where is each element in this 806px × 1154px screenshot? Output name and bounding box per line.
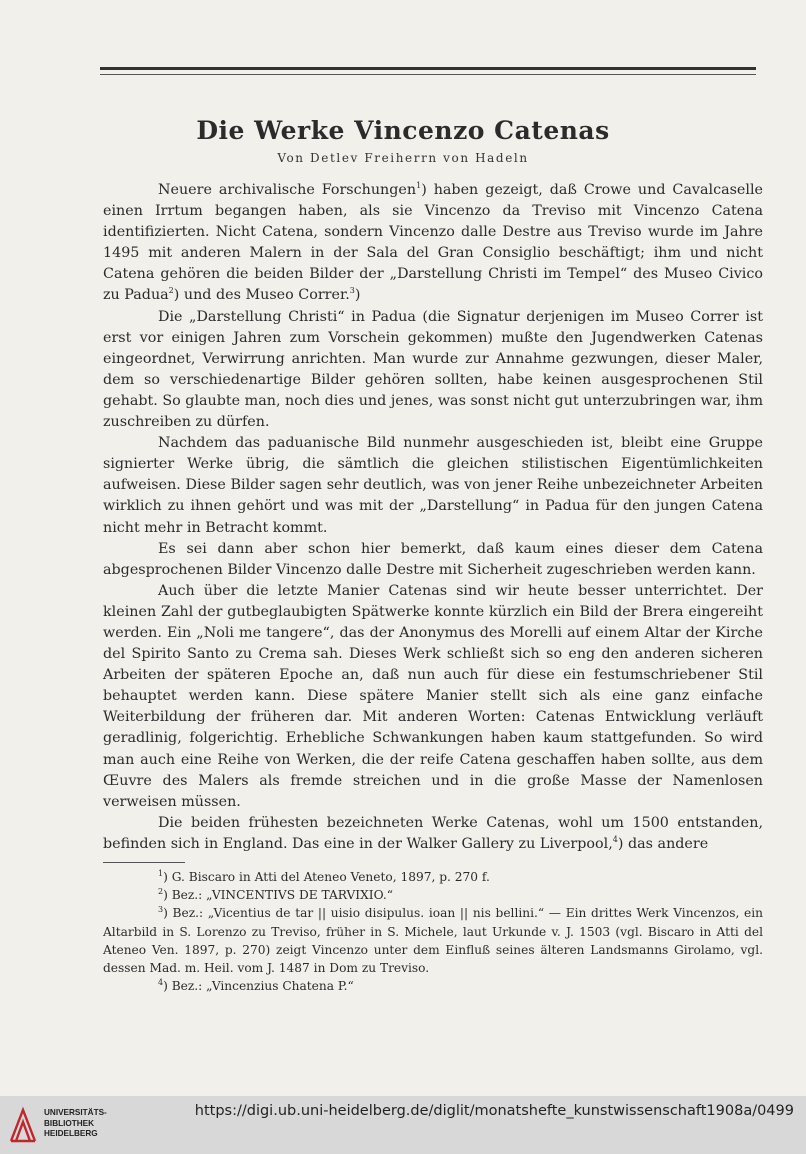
footnote-text: ) Bez.: „Vicentius de tar || uisio disipulus. ioan || nis bellini.“ — Ein drittes Werk Vincenzos, ein Altarbild in S. Lorenzo zu Treviso, früher in S. Michele, laut Urkunde v. J. 1503 (vgl. Biscaro in Atti del Ateneo Ven. 1897, p. 270) zeigt Vincenzo unter dem Einfluß seines älteren Landsmanns Girolamo, vgl. dessen Mad. m. Heil. vom J. 1487 in Dom zu Treviso. [103, 906, 763, 976]
footnote-reference: 1 [416, 181, 422, 191]
footnote-item [103, 977, 763, 995]
library-name-line: HEIDELBERG [44, 1129, 98, 1138]
footnote-mark: 2 [158, 887, 164, 897]
body-paragraph [103, 307, 763, 434]
library-logo-icon [8, 1106, 38, 1144]
paragraph-text: ) das andere [617, 835, 709, 852]
footnote-rule [103, 862, 185, 863]
article-byline: Von Detlev Freiherrn von Hadeln [277, 151, 529, 165]
paragraph-text: ) [354, 287, 361, 304]
body-paragraph [103, 581, 763, 813]
footnote-mark: 3 [158, 905, 164, 915]
footnote-item [103, 868, 763, 886]
paragraph-text: Auch über die letzte Manier Catenas sind wir heute besser unterrichtet. Der kleinen Zahl der gutbeglaubigten Spätwerke konnte kürzlich ein Bild der Brera eingereiht werden. Ein „Noli me tangere“, das der Anonymus des Morelli auf einem Altar der Kirche del Spirito Santo zu Crema sah. Dieses Werk schließt sich so eng den anderen sicheren Arbeiten der späteren Epoche an, daß nun auch für diese ein festumschriebener Stil behauptet werden kann. Diese spätere Manier stellt sich als eine ganz einfache Weiterbildung der früheren dar. Mit anderen Worten: Catenas Entwicklung verläuft geradlinig, folgerichtig. Erhebliche Schwankungen haben kaum stattgefunden. So wird man auch eine Reihe von Werken, die der reife Catena geschaffen haben sollte, aus dem Œuvre des Malers als fremde streichen und in die große Masse der Namenlosen verweisen müssen. [103, 582, 763, 810]
library-name [44, 1108, 107, 1140]
paragraph-text: Neuere archivalische Forschungen [158, 182, 417, 198]
footnote-text: ) Bez.: „Vincenzius Chatena P.“ [163, 979, 354, 994]
paragraph-text: Nachdem das paduanische Bild nunmehr ausgeschieden ist, bleibt eine Gruppe signierter Werke übrig, die sämtlich die gleichen stilistischen Eigentümlichkeiten aufweisen. Diese Bilder sagen sehr deutlich, was von jener Reihe unbezeichneter Arbeiten wirklich zu ihnen gehört und was mit der „Darstellung“ in Padua für den jungen Catena nicht mehr in Betracht kommt. [103, 435, 763, 536]
paragraph-text: Es sei dann aber schon hier bemerkt, daß kaum eines dieser dem Catena abgesprochenen Bilder Vincenzo dalle Destre mit Sicherheit zugeschrieben werden kann. [103, 540, 763, 578]
footnote-reference: 3 [349, 286, 355, 296]
body-paragraph [103, 180, 763, 307]
body-paragraph [103, 813, 763, 855]
header-rule-thick [100, 67, 756, 70]
paragraph-text: ) und des Museo Correr. [173, 287, 350, 304]
article-title: Die Werke Vincenzo Catenas [196, 116, 610, 145]
footnote-text: ) G. Biscaro in Atti del Ateneo Veneto, 1897, p. 270 f. [163, 870, 490, 884]
footnote-item [103, 886, 763, 904]
footnote-mark: 1 [158, 868, 164, 878]
footnote-item [103, 904, 763, 977]
paragraph-text: ) haben gezeigt, daß Crowe und Cavalcaselle einen Irrtum begangen haben, als sie Vincenzo da Treviso mit Vincenzo Catena identifizierten. Nicht Catena, sondern Vincenzo dalle Destre aus Treviso wurde im Jahre 1495 mit anderen Malern in der Sala del Gran Consiglio beschäftigt; ihm und nicht Catena gehören die beiden Bilder der „Darstellung Christi im Tempel“ des Museo Civico zu Padua [103, 182, 764, 304]
body-paragraph [103, 433, 763, 538]
article-body [103, 180, 763, 855]
library-name-line: BIBLIOTHEK [44, 1118, 95, 1128]
source-url-link[interactable]: https://digi.ub.uni-heidelberg.de/diglit/monatshefte_kunstwissenschaft1908a/0499 [194, 1103, 794, 1119]
body-paragraph [103, 539, 763, 581]
footnote-reference: 2 [168, 286, 174, 296]
footnotes [103, 868, 763, 995]
viewer-footer-bar [0, 1096, 806, 1154]
paragraph-text: Die beiden frühesten bezeichneten Werke Catenas, wohl um 1500 entstanden, befinden sich in England. Das eine in der Walker Gallery zu Liverpool, [103, 814, 763, 852]
library-name-line: UNIVERSITÄTS- [44, 1108, 107, 1117]
footnote-text: ) Bez.: „VINCENTIVS DE TARVIXIO.“ [163, 888, 393, 903]
header-rule-thin [100, 74, 756, 75]
footnote-reference: 4 [612, 835, 618, 845]
footnote-mark: 4 [158, 978, 164, 988]
paragraph-text: Die „Darstellung Christi“ in Padua (die Signatur derjenigen im Museo Correr ist erst vor einigen Jahren zum Vorschein gekommen) mußte den Jugendwerken Catenas eingeordnet, Verwirrung anrichten. Man wurde zur Annahme gezwungen, dieser Maler, dem so verschiedenartige Bilder gehören sollten, habe keinen ausgesprochenen Stil gehabt. So glaubte man, noch dies und jenes, was sonst nicht gut unterzubringen war, ihm zuschreiben zu dürfen. [103, 308, 763, 431]
